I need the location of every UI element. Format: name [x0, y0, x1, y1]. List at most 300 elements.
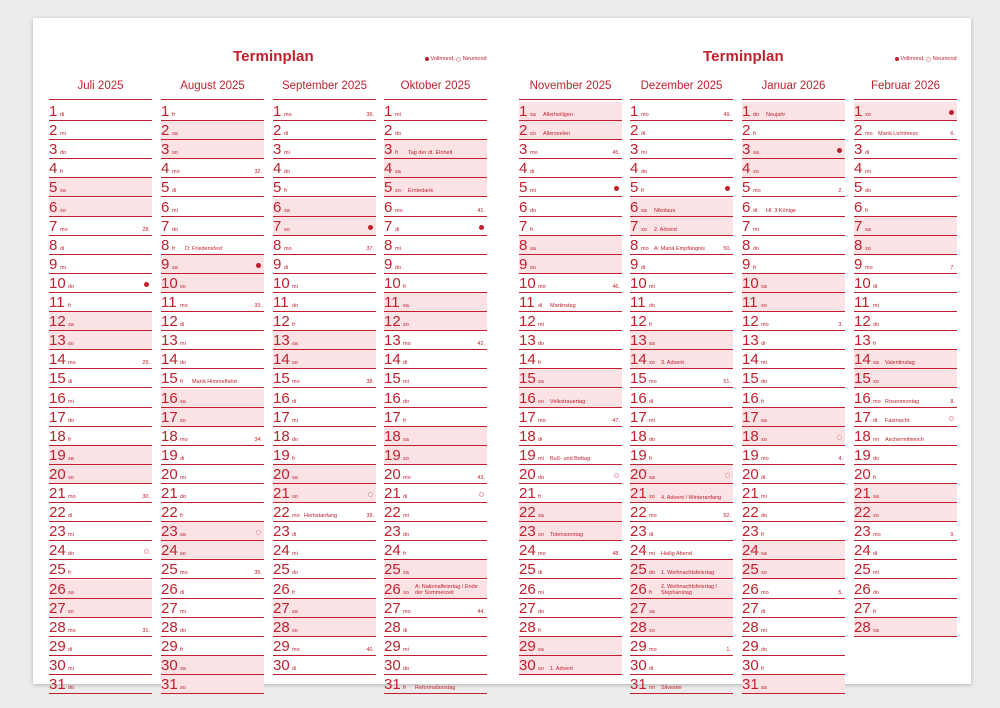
day-row[interactable]: [384, 503, 487, 522]
day-row[interactable]: [630, 427, 733, 446]
day-row[interactable]: [854, 484, 957, 503]
day-row[interactable]: [854, 427, 957, 446]
day-row[interactable]: [384, 350, 487, 369]
day-row[interactable]: [630, 465, 733, 484]
weekday-label: mi: [180, 608, 186, 615]
day-row[interactable]: [630, 293, 733, 312]
day-row[interactable]: [630, 580, 733, 599]
day-row[interactable]: [519, 140, 622, 159]
day-row[interactable]: [630, 484, 733, 503]
day-row[interactable]: [742, 427, 845, 446]
day-row[interactable]: [384, 178, 487, 197]
day-row[interactable]: [273, 618, 376, 637]
day-row[interactable]: [49, 580, 152, 599]
day-row[interactable]: [742, 331, 845, 350]
day-number: 19: [519, 446, 536, 464]
day-row[interactable]: [742, 369, 845, 388]
weekday-label: fr: [180, 379, 184, 386]
week-number: 44.: [477, 608, 485, 615]
day-row[interactable]: [630, 446, 733, 465]
day-row[interactable]: [854, 599, 957, 618]
weekday-label: mo: [649, 379, 657, 386]
day-row[interactable]: [630, 312, 733, 331]
day-row[interactable]: [854, 217, 957, 236]
day-row[interactable]: [384, 217, 487, 236]
day-row[interactable]: [854, 159, 957, 178]
day-row[interactable]: [384, 331, 487, 350]
day-row[interactable]: [161, 389, 264, 408]
day-row[interactable]: [742, 178, 845, 197]
day-number: 15: [273, 370, 290, 388]
weekday-label: fr: [649, 589, 653, 596]
day-number: 16: [273, 389, 290, 407]
day-row[interactable]: [742, 675, 845, 694]
day-row[interactable]: [161, 121, 264, 140]
day-row[interactable]: [161, 637, 264, 656]
day-row[interactable]: [161, 140, 264, 159]
day-row[interactable]: [161, 217, 264, 236]
day-row[interactable]: [854, 331, 957, 350]
day-row[interactable]: [49, 217, 152, 236]
day-row[interactable]: [519, 503, 622, 522]
day-row[interactable]: [742, 522, 845, 541]
day-row[interactable]: [384, 446, 487, 465]
day-row[interactable]: [161, 541, 264, 560]
day-row[interactable]: [384, 484, 487, 503]
day-row[interactable]: [161, 198, 264, 217]
day-number: 21: [742, 485, 759, 503]
day-number: 3: [742, 141, 751, 159]
day-row[interactable]: [519, 446, 622, 465]
day-row[interactable]: [384, 255, 487, 274]
day-row[interactable]: [273, 541, 376, 560]
weekday-label: sa: [649, 474, 655, 481]
day-row[interactable]: [49, 560, 152, 579]
day-row[interactable]: [742, 446, 845, 465]
weekday-label: mi: [873, 303, 879, 310]
day-row[interactable]: [384, 102, 487, 121]
day-row[interactable]: [161, 446, 264, 465]
day-row[interactable]: [273, 178, 376, 197]
weekday-label: mi: [403, 646, 409, 653]
day-row[interactable]: [742, 580, 845, 599]
day-row[interactable]: [49, 293, 152, 312]
day-row[interactable]: [519, 389, 622, 408]
day-row[interactable]: [273, 236, 376, 255]
day-row[interactable]: [384, 236, 487, 255]
day-row[interactable]: [273, 274, 376, 293]
day-row[interactable]: [384, 465, 487, 484]
day-row[interactable]: [161, 312, 264, 331]
day-row[interactable]: [384, 675, 487, 694]
day-row[interactable]: [519, 618, 622, 637]
day-row[interactable]: [49, 446, 152, 465]
month-title: August 2025: [180, 80, 245, 92]
day-row[interactable]: [273, 637, 376, 656]
day-row[interactable]: [161, 560, 264, 579]
day-row[interactable]: [384, 560, 487, 579]
day-number: 5: [854, 179, 863, 197]
day-row[interactable]: [742, 503, 845, 522]
day-row[interactable]: [49, 178, 152, 197]
day-row[interactable]: [854, 178, 957, 197]
day-row[interactable]: [384, 121, 487, 140]
day-row[interactable]: [49, 198, 152, 217]
day-row[interactable]: [742, 389, 845, 408]
weekday-label: do: [538, 608, 545, 615]
day-number: 24: [854, 542, 871, 560]
day-row[interactable]: [273, 389, 376, 408]
day-row[interactable]: [384, 408, 487, 427]
day-row[interactable]: [273, 427, 376, 446]
day-row[interactable]: [49, 236, 152, 255]
day-row[interactable]: [519, 427, 622, 446]
day-row[interactable]: [161, 580, 264, 599]
day-row[interactable]: [630, 408, 733, 427]
day-row[interactable]: [630, 236, 733, 255]
day-row[interactable]: [273, 580, 376, 599]
day-row[interactable]: [519, 274, 622, 293]
day-row[interactable]: [384, 637, 487, 656]
day-row[interactable]: [384, 541, 487, 560]
day-row[interactable]: [742, 312, 845, 331]
day-row[interactable]: [742, 102, 845, 121]
day-number: 19: [742, 446, 759, 464]
day-row[interactable]: [273, 656, 376, 675]
day-row[interactable]: [161, 503, 264, 522]
day-row[interactable]: [630, 159, 733, 178]
day-row[interactable]: [49, 618, 152, 637]
weekday-label: do: [873, 455, 880, 462]
day-row[interactable]: [49, 331, 152, 350]
day-row[interactable]: [384, 369, 487, 388]
day-row[interactable]: [742, 121, 845, 140]
weekday-label: mi: [538, 322, 544, 329]
day-row[interactable]: [519, 178, 622, 197]
day-row[interactable]: [273, 293, 376, 312]
day-row[interactable]: [49, 541, 152, 560]
day-row[interactable]: [49, 369, 152, 388]
day-row[interactable]: [854, 198, 957, 217]
day-row[interactable]: [384, 580, 487, 599]
day-row[interactable]: [630, 541, 733, 560]
day-row[interactable]: [630, 637, 733, 656]
weekday-label: mo: [60, 226, 68, 233]
day-row[interactable]: [273, 140, 376, 159]
day-row[interactable]: [742, 350, 845, 369]
day-row[interactable]: [630, 656, 733, 675]
day-row[interactable]: [49, 484, 152, 503]
day-row[interactable]: [854, 618, 957, 637]
weekday-label: di: [60, 112, 65, 119]
day-row[interactable]: [519, 637, 622, 656]
day-row[interactable]: [49, 312, 152, 331]
day-row[interactable]: [630, 522, 733, 541]
day-row[interactable]: [384, 293, 487, 312]
day-row[interactable]: [854, 140, 957, 159]
day-row[interactable]: [519, 350, 622, 369]
day-row[interactable]: [161, 350, 264, 369]
day-row[interactable]: [384, 198, 487, 217]
day-row[interactable]: [854, 541, 957, 560]
day-row[interactable]: [630, 331, 733, 350]
day-row[interactable]: [384, 274, 487, 293]
day-row[interactable]: [519, 312, 622, 331]
day-row[interactable]: [519, 293, 622, 312]
day-row[interactable]: [273, 102, 376, 121]
day-row[interactable]: [161, 178, 264, 197]
day-row[interactable]: [742, 465, 845, 484]
event-label: Tag der dt. Einheit: [408, 150, 453, 157]
week-number: 1.: [726, 646, 731, 653]
month-title: Dezember 2025: [640, 80, 723, 92]
day-row[interactable]: [630, 121, 733, 140]
day-row[interactable]: [161, 522, 264, 541]
day-row[interactable]: [854, 389, 957, 408]
day-row[interactable]: [630, 140, 733, 159]
event-label: Volkstrauertag: [550, 398, 586, 405]
day-row[interactable]: [519, 599, 622, 618]
day-row[interactable]: [273, 465, 376, 484]
day-row[interactable]: [854, 312, 957, 331]
day-row[interactable]: [742, 140, 845, 159]
weekday-label: fr: [172, 112, 176, 119]
day-row[interactable]: [630, 599, 733, 618]
day-row[interactable]: [630, 198, 733, 217]
day-row[interactable]: [384, 618, 487, 637]
day-number: 14: [854, 351, 871, 369]
day-row[interactable]: [742, 217, 845, 236]
day-row[interactable]: [519, 217, 622, 236]
day-row[interactable]: [384, 599, 487, 618]
weekday-label: fr: [649, 322, 653, 329]
day-row[interactable]: [854, 102, 957, 121]
day-row[interactable]: [161, 408, 264, 427]
day-row[interactable]: [49, 465, 152, 484]
day-row[interactable]: [49, 159, 152, 178]
day-row[interactable]: [854, 465, 957, 484]
day-row[interactable]: [384, 140, 487, 159]
day-row[interactable]: [161, 618, 264, 637]
day-row[interactable]: [273, 484, 376, 503]
day-row[interactable]: [273, 350, 376, 369]
weekday-label: mo: [68, 360, 76, 367]
day-row[interactable]: [742, 408, 845, 427]
day-row[interactable]: [854, 522, 957, 541]
day-row[interactable]: [161, 293, 264, 312]
day-row[interactable]: [49, 637, 152, 656]
day-row[interactable]: [519, 484, 622, 503]
day-row[interactable]: [49, 102, 152, 121]
day-row[interactable]: [273, 560, 376, 579]
day-row[interactable]: [273, 408, 376, 427]
day-row[interactable]: [519, 580, 622, 599]
day-row[interactable]: [519, 236, 622, 255]
weekday-label: fr: [68, 303, 72, 310]
day-row[interactable]: [519, 408, 622, 427]
day-row[interactable]: [161, 102, 264, 121]
day-row[interactable]: [161, 236, 264, 255]
weekday-label: do: [761, 646, 768, 653]
day-row[interactable]: [519, 522, 622, 541]
day-row[interactable]: [742, 599, 845, 618]
weekday-label: do: [865, 188, 872, 195]
day-row[interactable]: [49, 140, 152, 159]
day-row[interactable]: [742, 255, 845, 274]
day-row[interactable]: [630, 178, 733, 197]
day-row[interactable]: [384, 389, 487, 408]
day-row[interactable]: [854, 121, 957, 140]
day-number: 27: [854, 599, 871, 617]
day-row[interactable]: [49, 427, 152, 446]
day-row[interactable]: [854, 446, 957, 465]
day-row[interactable]: [519, 159, 622, 178]
page-title-left: Terminplan: [233, 48, 314, 65]
day-row[interactable]: [519, 541, 622, 560]
day-row[interactable]: [161, 369, 264, 388]
day-row[interactable]: [273, 369, 376, 388]
day-number: 24: [519, 542, 536, 560]
day-row[interactable]: [742, 274, 845, 293]
day-row[interactable]: [49, 599, 152, 618]
day-number: 12: [161, 313, 178, 331]
day-row[interactable]: [273, 312, 376, 331]
day-row[interactable]: [49, 255, 152, 274]
day-row[interactable]: [384, 159, 487, 178]
day-number: 8: [384, 236, 393, 254]
day-row[interactable]: [273, 217, 376, 236]
day-row[interactable]: [854, 236, 957, 255]
day-row[interactable]: [742, 159, 845, 178]
day-row[interactable]: [49, 274, 152, 293]
day-row[interactable]: [273, 599, 376, 618]
day-row[interactable]: [742, 198, 845, 217]
day-number: 30: [384, 656, 401, 674]
weekday-label: sa: [68, 322, 74, 329]
day-row[interactable]: [630, 255, 733, 274]
day-row[interactable]: [519, 331, 622, 350]
day-row[interactable]: [519, 656, 622, 675]
day-row[interactable]: [519, 102, 622, 121]
day-row[interactable]: [384, 312, 487, 331]
day-row[interactable]: [630, 102, 733, 121]
day-row[interactable]: [519, 121, 622, 140]
day-row[interactable]: [161, 465, 264, 484]
day-row[interactable]: [630, 350, 733, 369]
day-row[interactable]: [519, 465, 622, 484]
day-row[interactable]: [854, 350, 957, 369]
moon-legend-right: [895, 56, 957, 62]
day-row[interactable]: [384, 656, 487, 675]
day-row[interactable]: [161, 427, 264, 446]
day-row[interactable]: [630, 217, 733, 236]
day-row[interactable]: [742, 484, 845, 503]
day-row[interactable]: [161, 599, 264, 618]
day-row[interactable]: [384, 522, 487, 541]
day-row[interactable]: [742, 618, 845, 637]
day-row[interactable]: [854, 503, 957, 522]
day-row[interactable]: [273, 198, 376, 217]
week-number: 48.: [612, 551, 620, 558]
day-row[interactable]: [49, 522, 152, 541]
day-row[interactable]: [384, 427, 487, 446]
day-row[interactable]: [630, 503, 733, 522]
day-row[interactable]: [161, 274, 264, 293]
day-row[interactable]: [742, 293, 845, 312]
full-moon-legend-label: Vollmond,: [900, 56, 925, 62]
day-row[interactable]: [519, 369, 622, 388]
day-row[interactable]: [49, 389, 152, 408]
day-number: 1: [49, 103, 58, 121]
day-row[interactable]: [519, 255, 622, 274]
weekday-label: so: [761, 436, 767, 443]
day-row[interactable]: [273, 446, 376, 465]
day-number: 16: [49, 389, 66, 407]
week-number: 30.: [142, 494, 150, 501]
day-row[interactable]: [49, 503, 152, 522]
day-row[interactable]: [742, 656, 845, 675]
day-number: 25: [854, 561, 871, 579]
day-row[interactable]: [854, 408, 957, 427]
day-row[interactable]: [161, 331, 264, 350]
day-row[interactable]: [161, 675, 264, 694]
day-row[interactable]: [519, 560, 622, 579]
day-row[interactable]: [49, 656, 152, 675]
day-row[interactable]: [273, 503, 376, 522]
event-label: 3. Advent: [661, 360, 684, 367]
day-row[interactable]: [742, 236, 845, 255]
day-row[interactable]: [49, 350, 152, 369]
day-row[interactable]: [854, 274, 957, 293]
day-row[interactable]: [49, 121, 152, 140]
day-row[interactable]: [49, 408, 152, 427]
day-row[interactable]: [854, 369, 957, 388]
day-row[interactable]: [161, 656, 264, 675]
day-row[interactable]: [854, 560, 957, 579]
day-row[interactable]: [630, 369, 733, 388]
day-row[interactable]: [161, 484, 264, 503]
day-row[interactable]: [630, 389, 733, 408]
day-row[interactable]: [273, 331, 376, 350]
day-number: 25: [161, 561, 178, 579]
day-number: 12: [854, 313, 871, 331]
day-row[interactable]: [630, 274, 733, 293]
day-row[interactable]: [273, 159, 376, 178]
day-number: 1: [854, 103, 863, 121]
day-row[interactable]: [161, 159, 264, 178]
day-row[interactable]: [854, 580, 957, 599]
day-row[interactable]: [854, 255, 957, 274]
day-row[interactable]: [854, 293, 957, 312]
day-row[interactable]: [519, 198, 622, 217]
day-row[interactable]: [742, 637, 845, 656]
day-row[interactable]: [742, 541, 845, 560]
day-row[interactable]: [630, 618, 733, 637]
day-row[interactable]: [630, 675, 733, 694]
day-row[interactable]: [273, 121, 376, 140]
day-row[interactable]: [273, 255, 376, 274]
weekday-label: di: [761, 341, 766, 348]
full-moon-icon: [144, 282, 149, 287]
event-label: 4. Advent / Winteranfang: [661, 494, 722, 501]
day-row[interactable]: [273, 522, 376, 541]
day-row[interactable]: [49, 675, 152, 694]
day-row[interactable]: [742, 560, 845, 579]
day-row[interactable]: [630, 560, 733, 579]
day-row[interactable]: [161, 255, 264, 274]
day-number: 19: [384, 446, 401, 464]
weekday-label: sa: [538, 379, 544, 386]
